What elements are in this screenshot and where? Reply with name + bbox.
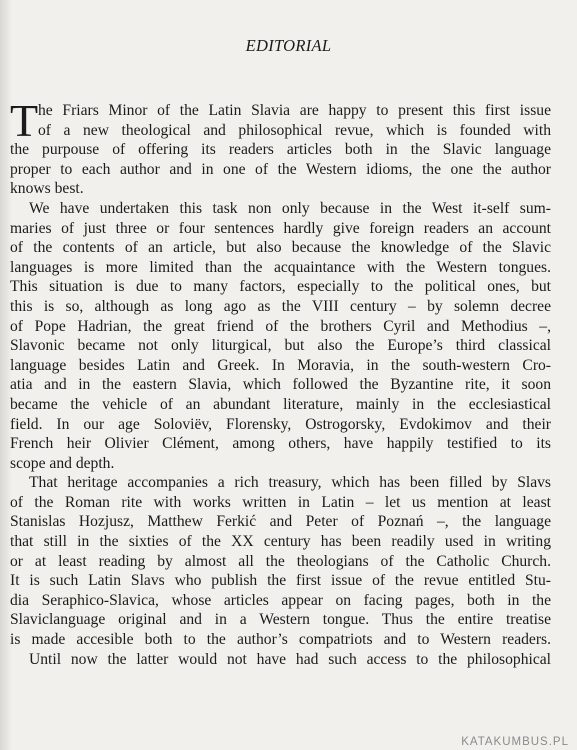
editorial-body [10, 95, 551, 669]
text-line: We have undertaken this task non only because in the West it-self sum- [29, 199, 551, 217]
text-line: Stanislas Hozjusz, Matthew Ferkić and Peter of Poznań –, the language [10, 513, 551, 531]
text-line: languages is more limited than the acquaintance with the Western tongues. [10, 258, 551, 276]
drop-cap: T [10, 95, 39, 146]
text-line: maries of just three or four sentences hardly give foreign readers an account [10, 219, 551, 237]
text-line: of Pope Hadrian, the great friend of the brothers Cyril and Methodius –, [10, 317, 551, 335]
text-line: It is such Latin Slavs who publish the first issue of the revue entitled Stu- [10, 572, 551, 590]
text-line: That heritage accompanies a rich treasury, which has been filled by Slavs [29, 474, 551, 492]
text-line: This situation is due to many factors, especially to the political ones, but [10, 278, 551, 296]
page-title: EDITORIAL [245, 36, 332, 55]
text-line: Slavonic became not only liturgical, but also the Europe’s third classical [10, 337, 551, 355]
text-line: Until now the latter would not have had such access to the philosophical [29, 650, 551, 668]
text-line: language besides Latin and Greek. In Moravia, in the south-western Cro- [10, 356, 551, 374]
text-line: became the vehicle of an abundant literature, mainly in the ecclesiastical [10, 395, 551, 413]
text-line: that still in the sixties of the XX century has been readily used in writing [10, 533, 551, 551]
text-line: is made accesible both to the author’s compatriots and to Western readers. [10, 631, 551, 649]
text-line: of a new theological and philosophical revue, which is founded with [38, 121, 551, 139]
text-line: field. In our age Soloviëv, Florensky, Ostrogorsky, Evdokimov and their [10, 415, 551, 433]
text-line: of the contents of an article, but also because the knowledge of the Slavic [10, 239, 551, 257]
text-line: he Friars Minor of the Latin Slavia are happy to present this first issue [38, 102, 551, 119]
text-line: Slaviclanguage original and in a Western tongue. Thus the entire treatise [10, 611, 551, 629]
text-line: the purpouse of offering its readers articles both in the Slavic language [10, 141, 551, 159]
text-line: knows best. [10, 180, 84, 198]
text-line: French heir Olivier Clément, among others, have happily testified to its [10, 435, 551, 453]
text-line: of the Roman rite with works written in Latin – let us mention at least [10, 493, 551, 511]
text-line: this is so, although as long ago as the VIII century – by solemn decree [10, 297, 551, 315]
text-line: dia Seraphico-Slavica, whose articles appear on facing pages, both in the [10, 591, 551, 609]
text-line: scope and depth. [10, 454, 115, 472]
text-line: proper to each author and in one of the Western idioms, the one the author [10, 160, 551, 178]
text-line: atia and in the eastern Slavia, which followed the Byzantine rite, it soon [10, 376, 551, 394]
text-line: or at least reading by almost all the theologians of the Catholic Church. [10, 552, 551, 570]
watermark: KATAKUMBUS.PL [461, 736, 569, 748]
